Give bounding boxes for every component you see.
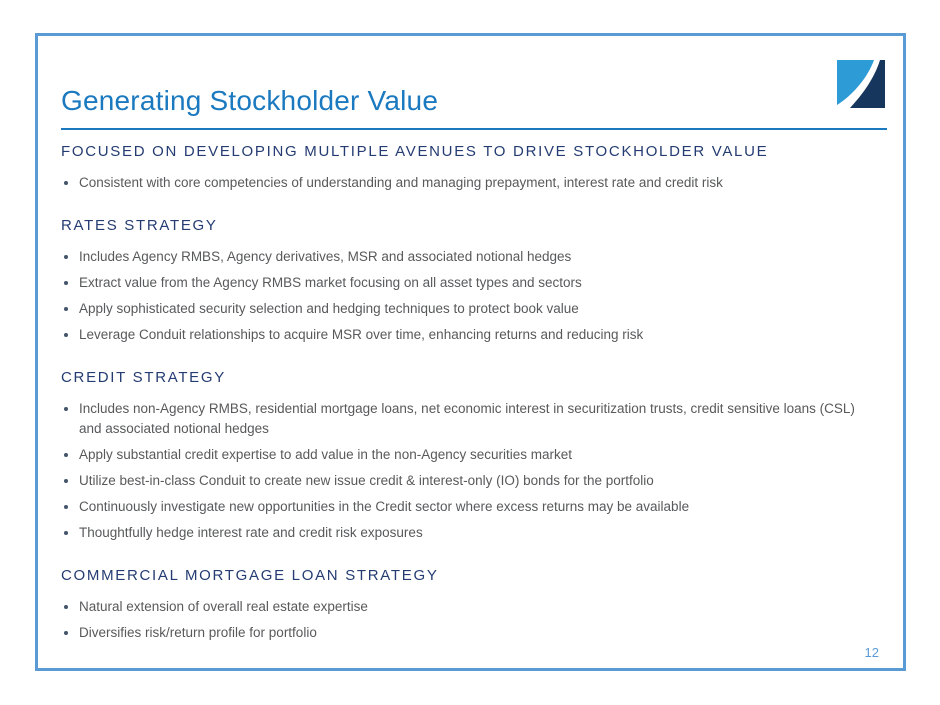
bullet-item bbox=[61, 399, 861, 439]
bullet-dot-icon bbox=[64, 307, 68, 311]
section-heading: CREDIT STRATEGY bbox=[61, 369, 226, 386]
bullet-text: Apply sophisticated security selection and hedging techniques to protect book value bbox=[79, 301, 579, 316]
section-heading: COMMERCIAL MORTGAGE LOAN STRATEGY bbox=[61, 567, 439, 584]
bullet-dot-icon bbox=[64, 333, 68, 337]
bullet-dot-icon bbox=[64, 453, 68, 457]
bullet-text: Includes Agency RMBS, Agency derivatives, MSR and associated notional hedges bbox=[79, 249, 572, 264]
bullet-list bbox=[61, 597, 877, 643]
bullet-dot-icon bbox=[64, 255, 68, 259]
page-number: 12 bbox=[864, 645, 879, 660]
bullet-dot-icon bbox=[64, 281, 68, 285]
section-commercial-mortgage bbox=[61, 567, 877, 643]
company-logo-icon bbox=[837, 60, 885, 108]
bullet-text: Thoughtfully hedge interest rate and credit risk exposures bbox=[79, 525, 423, 540]
bullet-dot-icon bbox=[64, 479, 68, 483]
section-focused-value bbox=[61, 143, 877, 193]
section-rates-strategy bbox=[61, 217, 877, 345]
bullet-text: Extract value from the Agency RMBS market focusing on all asset types and sectors bbox=[79, 275, 582, 290]
bullet-text: Natural extension of overall real estate expertise bbox=[79, 599, 368, 614]
bullet-text: Consistent with core competencies of understanding and managing prepayment, interest rate and credit risk bbox=[79, 175, 723, 190]
section-credit-strategy bbox=[61, 369, 877, 543]
bullet-item bbox=[61, 173, 861, 193]
bullet-item bbox=[61, 471, 861, 491]
bullet-item bbox=[61, 497, 861, 517]
bullet-item bbox=[61, 623, 861, 643]
bullet-text: Diversifies risk/return profile for portfolio bbox=[79, 625, 317, 640]
bullet-dot-icon bbox=[64, 407, 68, 411]
bullet-item bbox=[61, 597, 861, 617]
slide-title: Generating Stockholder Value bbox=[61, 85, 439, 116]
bullet-dot-icon bbox=[64, 631, 68, 635]
slide-content bbox=[38, 36, 903, 643]
bullet-text: Continuously investigate new opportunities in the Credit sector where excess returns may be available bbox=[79, 499, 690, 514]
slide-frame bbox=[35, 33, 906, 671]
bullet-text: Includes non-Agency RMBS, residential mortgage loans, net economic interest in securitization trusts, credit sensitive loans (CSL) and associated notional hedges bbox=[79, 401, 855, 436]
bullet-item bbox=[61, 247, 861, 267]
bullet-item bbox=[61, 299, 861, 319]
bullet-text: Utilize best-in-class Conduit to create new issue credit & interest-only (IO) bonds for the portfolio bbox=[79, 473, 654, 488]
title-divider bbox=[61, 128, 887, 130]
bullet-list bbox=[61, 173, 877, 193]
section-heading: RATES STRATEGY bbox=[61, 217, 218, 234]
bullet-dot-icon bbox=[64, 505, 68, 509]
bullet-dot-icon bbox=[64, 605, 68, 609]
bullet-item bbox=[61, 325, 861, 345]
bullet-item bbox=[61, 445, 861, 465]
bullet-list bbox=[61, 247, 877, 345]
bullet-item bbox=[61, 523, 861, 543]
bullet-dot-icon bbox=[64, 531, 68, 535]
bullet-text: Leverage Conduit relationships to acquire MSR over time, enhancing returns and reducing risk bbox=[79, 327, 644, 342]
section-heading: FOCUSED ON DEVELOPING MULTIPLE AVENUES TO DRIVE STOCKHOLDER VALUE bbox=[61, 143, 769, 160]
bullet-dot-icon bbox=[64, 181, 68, 185]
bullet-list bbox=[61, 399, 877, 543]
bullet-item bbox=[61, 273, 861, 293]
bullet-text: Apply substantial credit expertise to add value in the non-Agency securities market bbox=[79, 447, 573, 462]
